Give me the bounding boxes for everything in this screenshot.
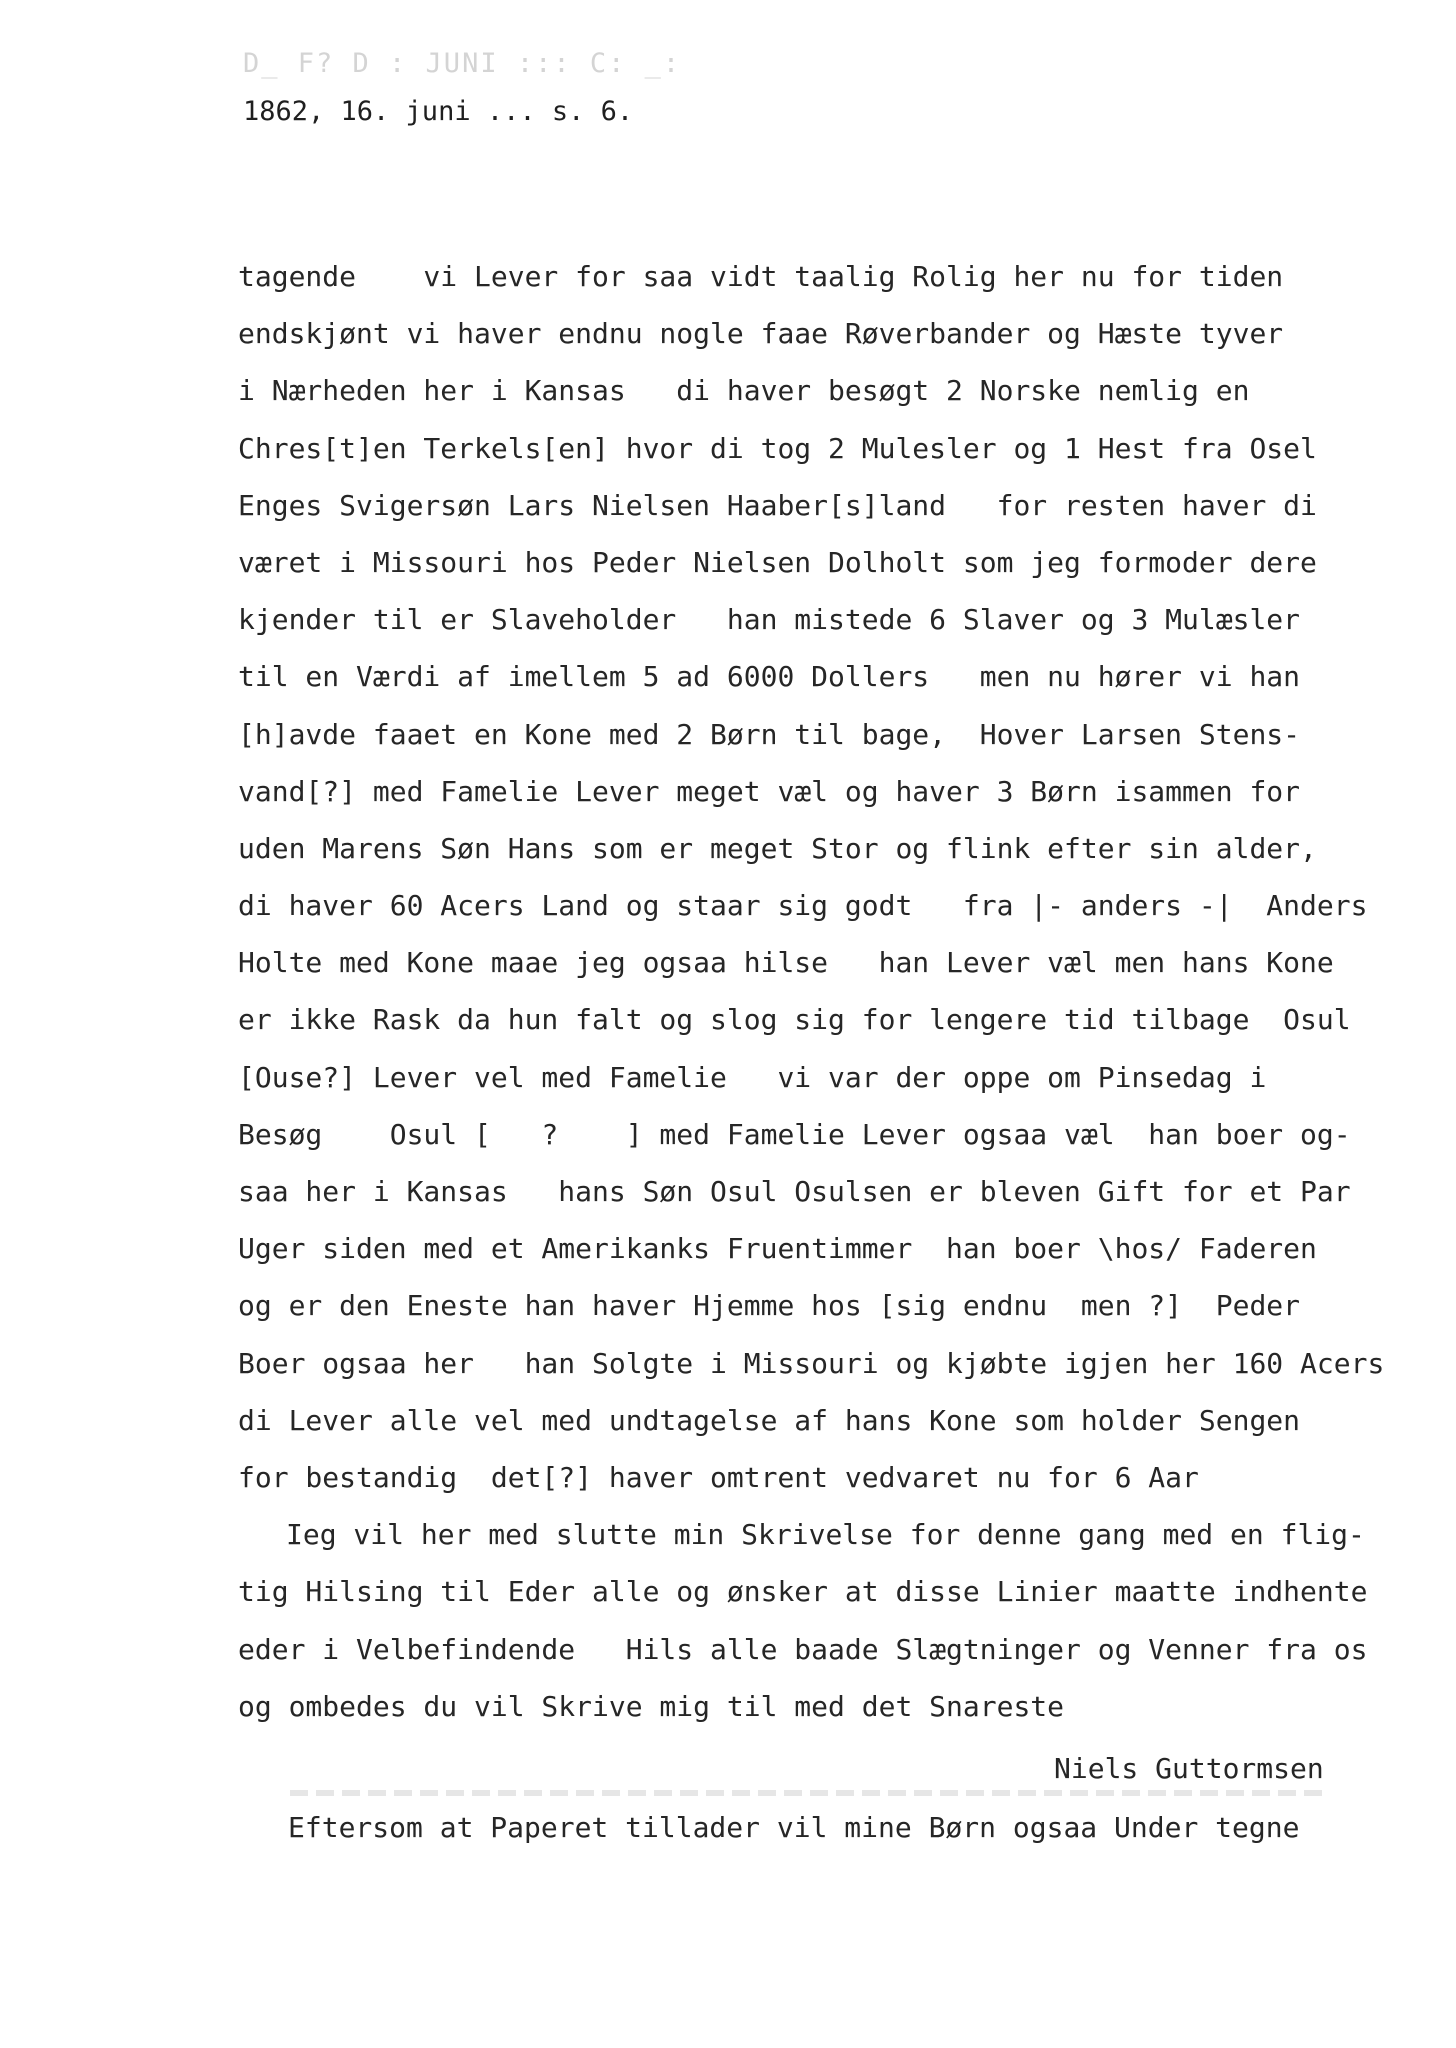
letter-line: endskjønt vi haver endnu nogle faae Røverbander og Hæste tyver (238, 317, 1284, 351)
postscript-line: Eftersom at Paperet tillader vil mine Børn ogsaa Under tegne (288, 1811, 1300, 1844)
letter-body (238, 248, 1408, 1735)
letter-line: er ikke Rask da hun falt og slog sig for lengere tid tilbage Osul (238, 1003, 1351, 1037)
document-date-header: 1862, 16. juni ... s. 6. (243, 96, 634, 127)
letter-line: [Ouse?] Lever vel med Famelie vi var der oppe om Pinsedag i (238, 1060, 1267, 1094)
faded-header-text: D_ F? D : JUNI ::: C: _: (243, 48, 682, 79)
letter-line: [h]avde faaet en Kone med 2 Børn til bage, Hover Larsen Stens- (238, 717, 1301, 751)
letter-line: til en Værdi af imellem 5 ad 6000 Dollers men nu hører vi han (238, 660, 1301, 694)
letter-line: vand[?] med Famelie Lever meget væl og haver 3 Børn isammen for (238, 774, 1301, 808)
letter-line: tagende vi Lever for saa vidt taalig Rolig her nu for tiden (238, 260, 1284, 293)
signature: Niels Guttormsen (1054, 1752, 1324, 1785)
letter-line: for bestandig det[?] haver omtrent vedvaret nu for 6 Aar (238, 1460, 1199, 1494)
letter-line: Besøg Osul [ ? ] med Famelie Lever ogsaa væl han boer og- (238, 1117, 1351, 1151)
letter-line: uden Marens Søn Hans som er meget Stor og flink efter sin alder, (238, 831, 1317, 865)
letter-line: kjender til er Slaveholder han mistede 6 Slaver og 3 Mulæsler (238, 603, 1301, 637)
letter-line: været i Missouri hos Peder Nielsen Dolholt som jeg formoder dere (238, 545, 1317, 579)
letter-line: Uger siden med et Amerikanks Fruentimmer han boer \hos/ Faderen (238, 1232, 1317, 1266)
letter-line: Boer ogsaa her han Solgte i Missouri og kjøbte igjen her 160 Acers (238, 1346, 1385, 1380)
letter-line: di haver 60 Acers Land og staar sig godt fra |- anders -| Anders (238, 889, 1368, 923)
letter-line: og er den Eneste han haver Hjemme hos [sig endnu men ?] Peder (238, 1289, 1301, 1323)
closing-line: Ieg vil her med slutte min Skrivelse for denne gang med en flig- (286, 1518, 1365, 1552)
letter-line: Chres[t]en Terkels[en] hvor di tog 2 Mulesler og 1 Hest fra Osel (238, 431, 1317, 465)
closing-line: og ombedes du vil Skrive mig til med det Snareste (238, 1689, 1065, 1723)
letter-line: saa her i Kansas hans Søn Osul Osulsen er bleven Gift for et Par (238, 1175, 1351, 1208)
closing-line: tig Hilsing til Eder alle og ønsker at disse Linier maatte indhente (238, 1575, 1368, 1609)
letter-line: i Nærheden her i Kansas di haver besøgt 2 Norske nemlig en (238, 374, 1250, 408)
letter-line: Holte med Kone maae jeg ogsaa hilse han Lever væl men hans Kone (238, 946, 1334, 980)
closing-line: eder i Velbefindende Hils alle baade Slægtninger og Venner fra os (238, 1632, 1368, 1666)
faded-typed-line (290, 1790, 1330, 1796)
letter-line: Enges Svigersøn Lars Nielsen Haaber[s]land for resten haver di (238, 488, 1317, 522)
letter-line: di Lever alle vel med undtagelse af hans Kone som holder Sengen (238, 1403, 1301, 1437)
